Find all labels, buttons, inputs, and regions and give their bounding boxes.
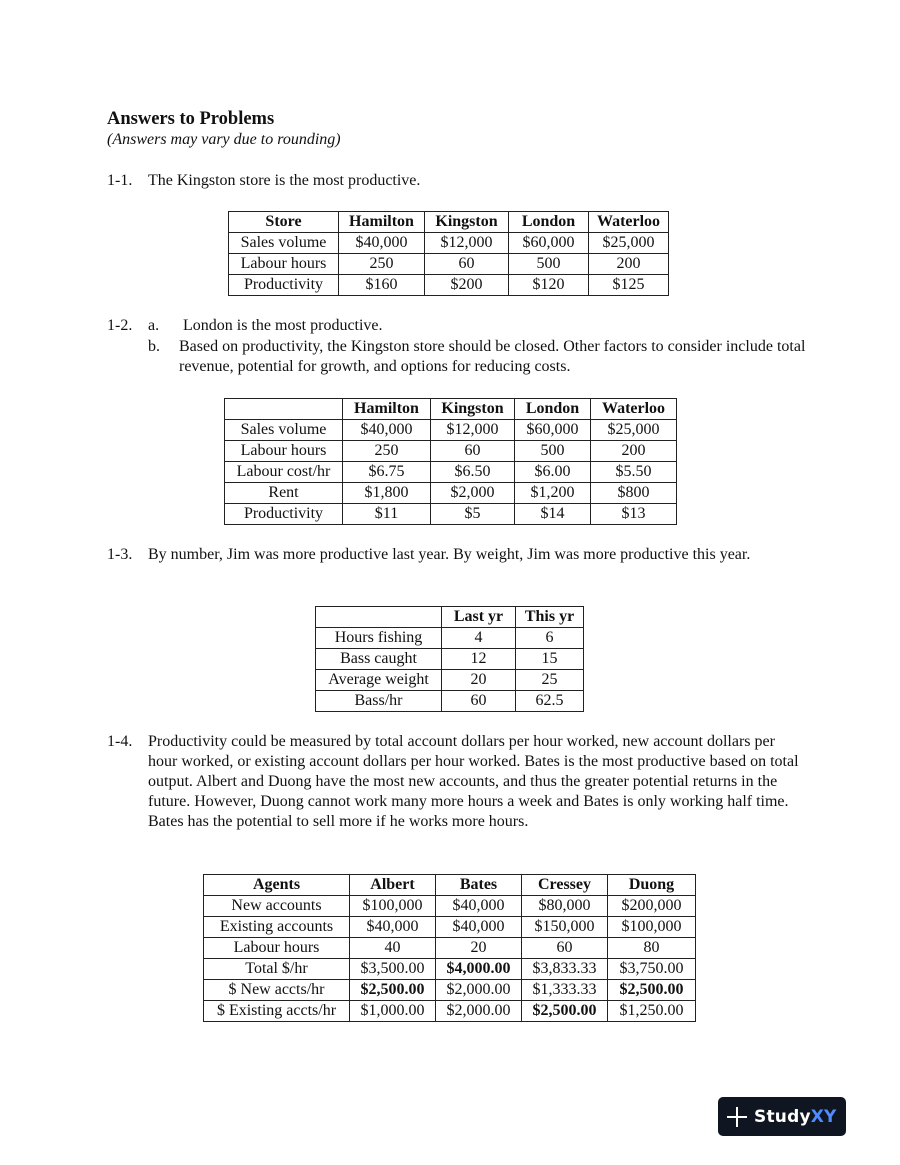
brand-name [754,1107,837,1127]
table-cell: $11 [343,504,431,525]
column-header: Kingston [425,212,509,233]
row-label: Sales volume [225,420,343,441]
table-row [204,938,696,959]
column-header: Duong [608,875,696,896]
sub-answer-label: b. [148,338,160,355]
column-header: Hamilton [343,399,431,420]
table-row [204,1001,696,1022]
column-header: London [509,212,589,233]
table-cell: 80 [608,938,696,959]
table-cell: 60 [425,254,509,275]
table-row [316,628,584,649]
table-cell: $3,750.00 [608,959,696,980]
table-cell: 250 [339,254,425,275]
column-header: Hamilton [339,212,425,233]
table-row [204,959,696,980]
sub-answer-text: London is the most productive. [183,317,383,334]
store-productivity-table [228,211,669,296]
table-row [225,441,677,462]
table-row [229,254,669,275]
table-cell: 200 [591,441,677,462]
column-header: Albert [350,875,436,896]
table-cell: $12,000 [425,233,509,254]
brand-accent: XY [810,1106,837,1127]
table-cell: $60,000 [515,420,591,441]
column-header: Cressey [522,875,608,896]
page-subtitle: (Answers may vary due to rounding) [107,131,341,148]
table-cell: 20 [436,938,522,959]
table-row [229,233,669,254]
table-cell: 500 [509,254,589,275]
table-row [204,896,696,917]
table-cell: $3,833.33 [522,959,608,980]
table-cell: 6 [516,628,584,649]
row-label: Rent [225,483,343,504]
row-label: Bass/hr [316,691,442,712]
table-cell: $14 [515,504,591,525]
table-cell: $40,000 [350,917,436,938]
table-cell: 200 [589,254,669,275]
table-cell: $2,500.00 [522,1001,608,1022]
row-label: Productivity [229,275,339,296]
table-cell: $3,500.00 [350,959,436,980]
table-row [204,917,696,938]
table-cell: 4 [442,628,516,649]
sub-answer-label: a. [148,317,160,334]
table-cell: 62.5 [516,691,584,712]
table-row [229,275,669,296]
problem-number: 1-3. [107,546,133,563]
table-cell: 60 [431,441,515,462]
problem-answer-text: Productivity could be measured by total account dollars per hour worked, new account dollars per hour worked, or existing account dollars per hour worked. Bates is the most productive based on total output. Albert and Duong have the most new accounts, and thus the greater potential returns in the future. However, Duong cannot work many more hours a week and Bates is only working half time. Bates has the potential to sell more if he works more hours. [148,733,799,830]
row-label: Existing accounts [204,917,350,938]
table-cell: $40,000 [343,420,431,441]
table-cell: $40,000 [339,233,425,254]
table-cell: $6.50 [431,462,515,483]
row-label: $ New accts/hr [204,980,350,1001]
table-cell: $160 [339,275,425,296]
table-cell: $1,200 [515,483,591,504]
page-title: Answers to Problems [107,109,275,129]
row-label: Productivity [225,504,343,525]
row-label: Labour hours [225,441,343,462]
table-cell: $40,000 [436,896,522,917]
problem-number: 1-4. [107,733,133,750]
problem-answer-text: The Kingston store is the most productive. [148,172,421,189]
table-cell: $1,250.00 [608,1001,696,1022]
table-cell: $2,000.00 [436,980,522,1001]
store-cost-table [224,398,677,525]
table-cell: $1,333.33 [522,980,608,1001]
problem-answer-text: By number, Jim was more productive last year. By weight, Jim was more productive this year. [148,546,751,563]
table-cell: 40 [350,938,436,959]
table-cell: 20 [442,670,516,691]
table-cell: $150,000 [522,917,608,938]
table-cell: $25,000 [591,420,677,441]
table-cell: $200 [425,275,509,296]
row-label: $ Existing accts/hr [204,1001,350,1022]
column-header: Bates [436,875,522,896]
table-cell: $12,000 [431,420,515,441]
agent-productivity-table [203,874,696,1022]
column-header: This yr [516,607,584,628]
column-header: London [515,399,591,420]
table-cell: 12 [442,649,516,670]
column-header [316,607,442,628]
table-cell: $5 [431,504,515,525]
plus-icon [727,1107,747,1127]
row-label: Sales volume [229,233,339,254]
table-cell: $2,500.00 [608,980,696,1001]
row-label: Labour hours [229,254,339,275]
table-cell: $2,000.00 [436,1001,522,1022]
row-label: Labour cost/hr [225,462,343,483]
row-label: Total $/hr [204,959,350,980]
table-cell: $800 [591,483,677,504]
column-header: Last yr [442,607,516,628]
table-cell: $40,000 [436,917,522,938]
table-cell: $1,800 [343,483,431,504]
table-cell: $120 [509,275,589,296]
table-cell: $60,000 [509,233,589,254]
column-header: Kingston [431,399,515,420]
table-cell: 60 [442,691,516,712]
table-header-row [225,399,677,420]
row-label: Average weight [316,670,442,691]
table-row [225,504,677,525]
problem-number: 1-2. [107,317,133,334]
table-row [225,420,677,441]
column-header: Agents [204,875,350,896]
row-label: New accounts [204,896,350,917]
fishing-productivity-table [315,606,584,712]
table-cell: $100,000 [608,917,696,938]
table-row [316,670,584,691]
table-header-row [204,875,696,896]
table-cell: $6.00 [515,462,591,483]
table-row [316,691,584,712]
table-cell: $13 [591,504,677,525]
table-cell: $80,000 [522,896,608,917]
table-cell: $4,000.00 [436,959,522,980]
brand-main: Study [754,1106,811,1127]
table-cell: $1,000.00 [350,1001,436,1022]
table-cell: $2,500.00 [350,980,436,1001]
column-header [225,399,343,420]
table-cell: $25,000 [589,233,669,254]
table-cell: 250 [343,441,431,462]
row-label: Hours fishing [316,628,442,649]
column-header: Waterloo [589,212,669,233]
table-row [316,649,584,670]
table-header-row [229,212,669,233]
table-row [225,462,677,483]
row-label: Bass caught [316,649,442,670]
studyxy-badge[interactable] [718,1097,846,1136]
table-header-row [316,607,584,628]
problem-number: 1-1. [107,172,133,189]
sub-answer-text: Based on productivity, the Kingston store should be closed. Other factors to consider include total revenue, potential for growth, and options for reducing costs. [179,338,806,375]
table-cell: $200,000 [608,896,696,917]
table-cell: $2,000 [431,483,515,504]
table-cell: 25 [516,670,584,691]
table-cell: $5.50 [591,462,677,483]
table-cell: 15 [516,649,584,670]
column-header: Store [229,212,339,233]
table-cell: 500 [515,441,591,462]
table-row [225,483,677,504]
table-cell: 60 [522,938,608,959]
column-header: Waterloo [591,399,677,420]
table-row [204,980,696,1001]
table-cell: $100,000 [350,896,436,917]
table-cell: $125 [589,275,669,296]
row-label: Labour hours [204,938,350,959]
table-cell: $6.75 [343,462,431,483]
